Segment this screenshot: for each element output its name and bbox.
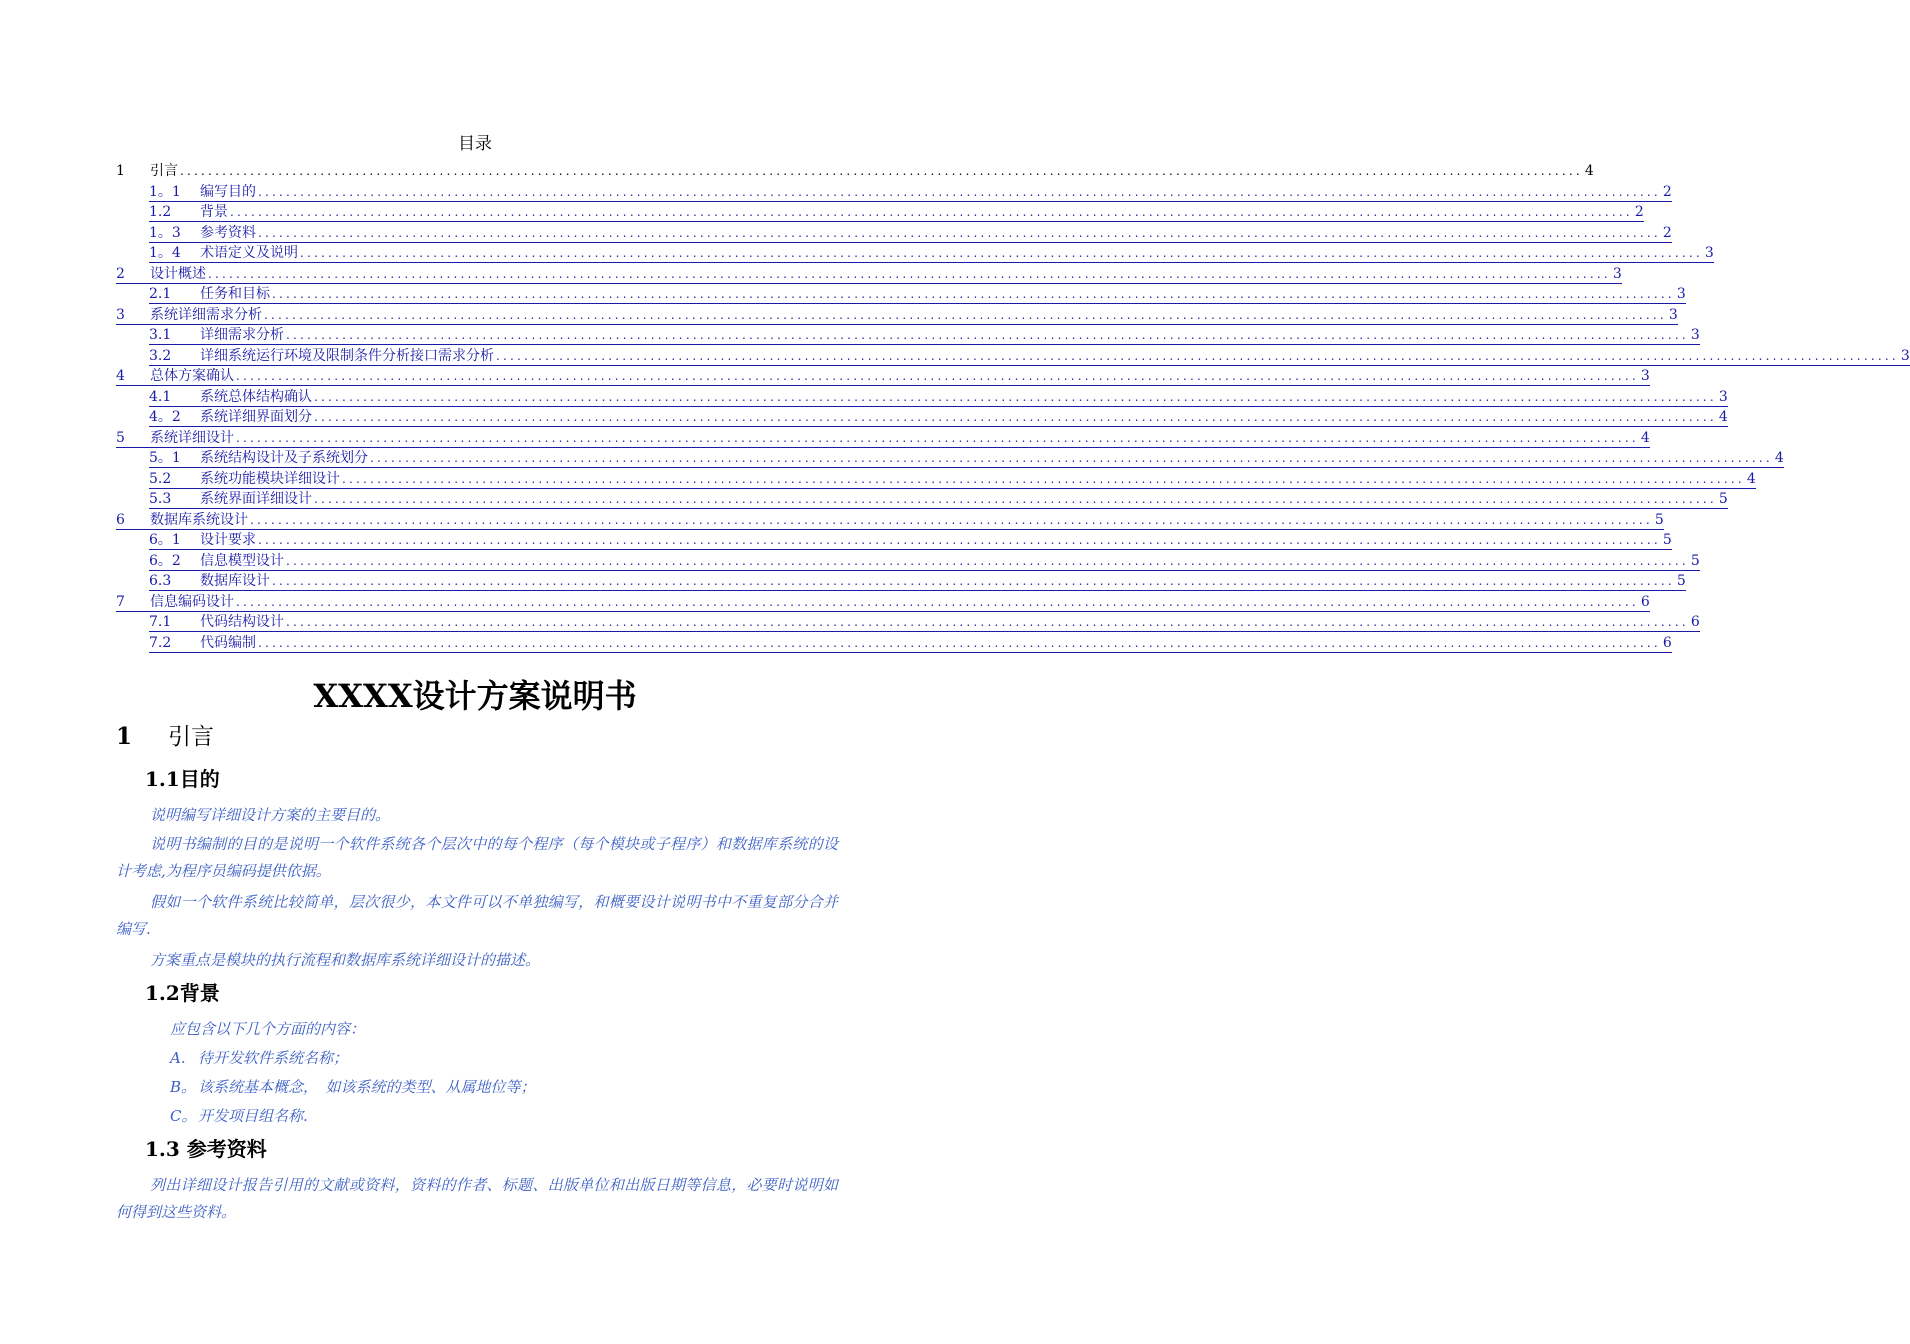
section-1-1-paragraph-3: 假如一个软件系统比较简单，层次很少，本文件可以不单独编写，和概要设计说明书中不重复部分合并编写. [116,893,838,938]
toc-entry-line [116,429,1650,448]
toc-entry-number: 1。4 [149,245,181,261]
toc-entry[interactable] [116,490,1728,511]
toc-dot-leader: ........................................................................................................................................................................................................ [236,594,1639,609]
toc-entry[interactable] [116,367,1650,388]
toc-entry-text: 系统详细需求分析 [150,306,262,323]
toc-dot-leader: ........................................................................................................................................................................................................ [236,369,1639,383]
toc-entry[interactable] [116,265,1622,286]
toc-entry-page: 3 [1676,286,1686,302]
toc-entry-line [149,347,1910,366]
section-1-1-heading: 1.1目的 [145,767,220,791]
toc-dot-leader: ........................................................................................................................................................................................................ [272,574,1675,588]
toc-entry-number: 5。1 [149,450,181,466]
toc-entry[interactable] [116,224,1672,245]
toc-entry-text: 系统详细界面划分 [200,409,312,425]
toc-entry-number: 2 [116,265,125,282]
toc-entry[interactable] [116,347,1910,368]
toc-entry-page: 5 [1662,532,1672,548]
toc-dot-leader: ........................................................................................................................................................................................................ [250,512,1653,527]
toc-entry-line [149,203,1644,222]
toc-entry[interactable] [116,613,1700,634]
toc-entry-number: 7.1 [149,614,172,630]
toc-entry-line [149,552,1700,571]
toc-entry-text: 参考资料 [200,224,256,241]
toc-entry-page: 3 [1612,265,1622,282]
toc-entry-number: 5.2 [149,470,172,487]
toc-dot-leader: ........................................................................................................................................................................................................ [236,430,1639,445]
toc-dot-leader: ........................................................................................................................................................................................................ [370,451,1773,465]
toc-entry-page: 2 [1662,183,1672,200]
toc-entry[interactable] [116,306,1678,327]
toc-dot-leader: ........................................................................................................................................................................................................ [286,615,1689,629]
toc-entry-line [149,490,1728,509]
toc-entry-text: 总体方案确认 [150,368,234,384]
toc-entry-text: 信息模型设计 [200,552,284,569]
section-1-2-heading: 1.2背景 [145,981,220,1005]
toc-entry[interactable] [116,285,1686,306]
section-1-2-item-text: 开发项目组名称. [198,1107,308,1125]
toc-entry-text: 设计概述 [150,265,206,282]
toc-dot-leader: ........................................................................................................................................................................................................ [314,410,1717,424]
toc-entry-number: 1 [116,163,125,179]
toc-entry-line [149,224,1672,243]
section-1-2-item-label: B。 [170,1078,197,1096]
toc-entry-text: 背景 [200,204,228,220]
toc-entry-page: 5 [1676,573,1686,589]
toc-entry-number: 5.3 [149,491,172,507]
toc-dot-leader: ........................................................................................................................................................................................................ [258,635,1661,650]
toc-entry-text: 任务和目标 [200,286,270,302]
toc-entry-line [149,531,1672,550]
section-1-3-heading: 1.3 参考资料 [145,1137,267,1161]
toc-entry-line [116,162,1594,180]
toc-title: 目录 [458,134,492,154]
toc-entry-number: 7 [116,593,125,610]
toc-entry-page: 6 [1640,593,1650,610]
toc-entry-number: 3.1 [149,327,172,343]
toc-entry-number: 3 [116,306,125,323]
toc-entry-line [116,306,1678,325]
table-of-contents [116,162,1910,654]
section-1-number: 1 [116,723,133,750]
toc-entry-number: 6。1 [149,532,181,548]
toc-entry-page: 4 [1746,470,1756,487]
toc-entry-page: 2 [1634,204,1644,220]
toc-dot-leader: ........................................................................................................................................................................................................ [258,184,1661,199]
toc-entry[interactable] [116,593,1650,614]
toc-entry-page: 4 [1718,409,1728,425]
toc-entry-number: 6.3 [149,573,172,589]
section-1-2-item [170,1045,348,1072]
toc-entry[interactable] [116,572,1686,593]
toc-entry-text: 编写目的 [200,183,256,200]
section-1-1-paragraph-4: 方案重点是模块的执行流程和数据库系统详细设计的描述。 [150,951,541,969]
toc-entry[interactable] [116,408,1728,429]
document-title: XXXX设计方案说明书 [313,677,637,715]
toc-entry[interactable] [116,449,1784,470]
toc-entry-number: 1.2 [149,204,172,220]
toc-entry-text: 数据库设计 [200,573,270,589]
toc-entry-text: 代码结构设计 [200,614,284,630]
toc-dot-leader: ........................................................................................................................................................................................................ [314,389,1717,404]
section-1-1-paragraph-2: 说明书编制的目的是说明一个软件系统各个层次中的每个程序（每个模块或子程序）和数据库系统的设计考虑,为程序员编码提供依据。 [116,835,838,880]
section-1-2-item-label: A. [170,1049,186,1067]
toc-dot-leader: ........................................................................................................................................................................................................ [180,164,1583,178]
toc-entry-page: 4 [1774,450,1784,466]
toc-entry[interactable] [116,634,1672,655]
toc-entry[interactable] [116,552,1700,573]
toc-entry[interactable] [116,203,1644,224]
toc-entry-page: 6 [1690,614,1700,630]
toc-dot-leader: ........................................................................................................................................................................................................ [258,225,1661,240]
toc-entry-page: 4 [1584,163,1594,179]
toc-entry-text: 详细系统运行环境及限制条件分析接口需求分析 [200,347,494,364]
toc-entry-page: 3 [1690,327,1700,343]
toc-entry-number: 6 [116,511,125,528]
section-1-2-item-text: 待开发软件系统名称； [198,1049,349,1067]
toc-dot-leader: ........................................................................................................................................................................................................ [314,492,1717,506]
section-1-2-item [170,1074,536,1101]
toc-entry-page: 3 [1704,245,1714,261]
toc-dot-leader: ........................................................................................................................................................................................................ [258,533,1661,547]
toc-entry-line [149,449,1784,468]
toc-dot-leader: ........................................................................................................................................................................................................ [300,246,1703,260]
toc-entry[interactable] [116,531,1672,552]
toc-entry-line [149,285,1686,304]
toc-entry-line [149,244,1714,263]
toc-entry-page: 3 [1668,306,1678,323]
toc-entry-line [116,265,1622,284]
toc-entry-line [149,572,1686,591]
section-1-3-paragraph-1: 列出详细设计报告引用的文献或资料，资料的作者、标题、出版单位和出版日期等信息，必要时说明如何得到这些资料。 [116,1176,838,1221]
toc-entry-line [149,634,1672,653]
toc-dot-leader: ........................................................................................................................................................................................................ [286,553,1689,568]
toc-entry-line [116,593,1650,612]
toc-entry-line [116,511,1664,530]
section-1-2-item-text: 该系统基本概念， 如该系统的类型、从属地位等； [198,1078,536,1096]
toc-entry-page: 5 [1654,511,1664,528]
toc-entry-text: 系统结构设计及子系统划分 [200,450,368,466]
toc-entry[interactable] [116,470,1756,491]
toc-entry-page: 3 [1718,388,1728,405]
toc-entry-page: 4 [1640,429,1650,446]
toc-dot-leader: ........................................................................................................................................................................................................ [230,205,1633,219]
toc-entry-page: 3 [1640,368,1650,384]
section-1-1-paragraph-1: 说明编写详细设计方案的主要目的。 [150,806,391,824]
toc-entry[interactable] [116,388,1728,409]
toc-entry-number: 4 [116,368,125,384]
toc-entry-number: 3.2 [149,347,172,364]
toc-entry-text: 系统详细设计 [150,429,234,446]
toc-entry-page: 2 [1662,224,1672,241]
toc-entry-text: 系统界面详细设计 [200,491,312,507]
toc-entry-number: 1。3 [149,224,181,241]
toc-entry-line [149,388,1728,407]
toc-entry-number: 7.2 [149,634,172,651]
toc-entry-page: 5 [1718,491,1728,507]
toc-entry-page: 3 [1900,347,1910,364]
toc-entry-text: 详细需求分析 [200,327,284,343]
toc-entry-text: 系统总体结构确认 [200,388,312,405]
toc-entry-text: 代码编制 [200,634,256,651]
toc-dot-leader: ........................................................................................................................................................................................................ [342,471,1745,486]
toc-entry-line [149,183,1672,202]
toc-entry-line [149,613,1700,632]
toc-entry[interactable] [116,326,1700,347]
toc-entry-text: 信息编码设计 [150,593,234,610]
toc-dot-leader: ........................................................................................................................................................................................................ [496,348,1899,363]
section-1-2-intro: 应包含以下几个方面的内容： [170,1020,366,1038]
toc-entry-number: 2.1 [149,286,172,302]
section-1-heading [116,720,214,754]
section-1-title: 引言 [168,724,214,750]
toc-entry[interactable] [116,429,1650,450]
toc-entry-line [149,470,1756,489]
section-1-2-item [170,1103,308,1130]
toc-entry-text: 系统功能模块详细设计 [200,470,340,487]
toc-entry-page: 6 [1662,634,1672,651]
toc-dot-leader: ........................................................................................................................................................................................................ [264,307,1667,322]
toc-dot-leader: ........................................................................................................................................................................................................ [208,266,1611,281]
toc-entry [116,162,1594,183]
toc-entry-number: 1。1 [149,183,181,200]
toc-entry-line [116,367,1650,386]
toc-entry-line [149,326,1700,345]
section-1-2-item-label: C。 [170,1107,197,1125]
toc-entry-text: 引言 [150,163,178,179]
toc-entry-number: 4。2 [149,409,181,425]
toc-entry[interactable] [116,511,1664,532]
toc-entry-text: 数据库系统设计 [150,511,248,528]
toc-dot-leader: ........................................................................................................................................................................................................ [286,328,1689,342]
toc-dot-leader: ........................................................................................................................................................................................................ [272,287,1675,301]
toc-entry-number: 6。2 [149,552,181,569]
toc-entry-number: 5 [116,429,125,446]
toc-entry-page: 5 [1690,552,1700,569]
toc-entry-number: 4.1 [149,388,172,405]
toc-entry-line [149,408,1728,427]
toc-entry-text: 术语定义及说明 [200,245,298,261]
toc-entry-text: 设计要求 [200,532,256,548]
toc-entry[interactable] [116,244,1714,265]
toc-entry[interactable] [116,183,1672,204]
